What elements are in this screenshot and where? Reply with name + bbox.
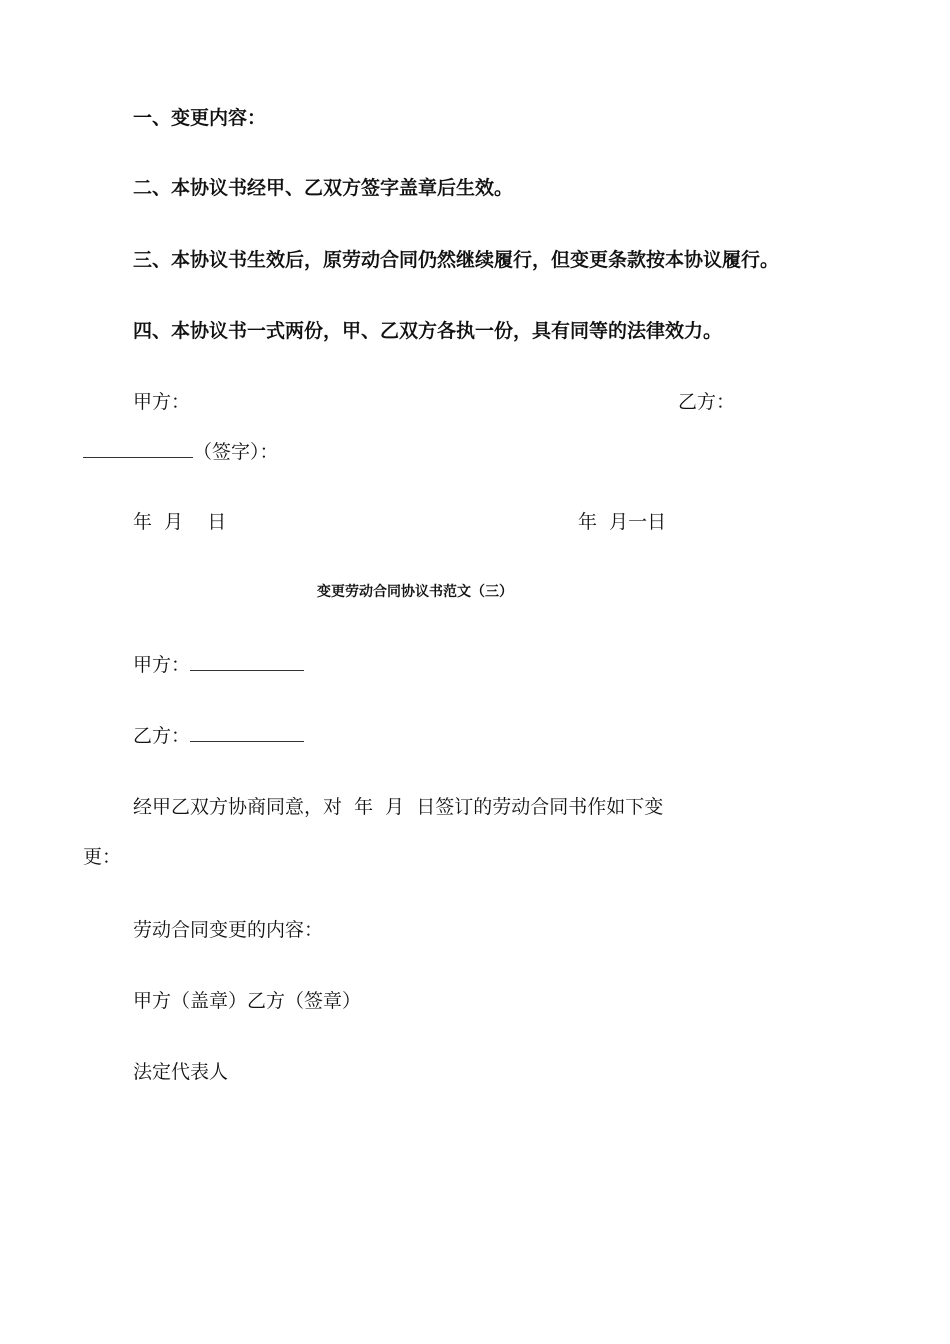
section3-party-a: [133, 653, 304, 677]
date-a: 年 月 日: [133, 511, 227, 533]
party-b-label: 乙方：: [678, 391, 736, 413]
party-b-blank: [190, 725, 304, 742]
para1-line1: 经甲乙双方协商同意，对 年 月 日签订的劳动合同书作如下变: [133, 796, 664, 818]
section3-party-b-label: 乙方：: [133, 725, 191, 747]
para1-line2: 更：: [83, 846, 122, 868]
date-b: 年 月一日: [578, 511, 667, 533]
party-a-blank: [190, 654, 304, 671]
signature-line: [83, 440, 279, 464]
clause-1: 一、变更内容：: [133, 107, 267, 129]
sign-label: （签字）：: [193, 441, 279, 463]
clause-4: 四、本协议书一式两份，甲、乙双方各执一份，具有同等的法律效力。: [133, 320, 723, 342]
content-label: 劳动合同变更的内容：: [133, 919, 324, 941]
section3-party-a-label: 甲方：: [133, 654, 191, 676]
legal-rep: 法定代表人: [133, 1061, 229, 1083]
signature-blank: [83, 441, 193, 458]
section3-party-b: [133, 724, 304, 748]
stamp-line: 甲方（盖章）乙方（签章）: [133, 990, 362, 1012]
clause-3: 三、本协议书生效后，原劳动合同仍然继续履行，但变更条款按本协议履行。: [133, 249, 780, 271]
clause-2: 二、本协议书经甲、乙双方签字盖章后生效。: [133, 177, 514, 199]
party-a-label: 甲方：: [133, 391, 191, 413]
section-title: 变更劳动合同协议书范文（三）: [317, 584, 513, 600]
